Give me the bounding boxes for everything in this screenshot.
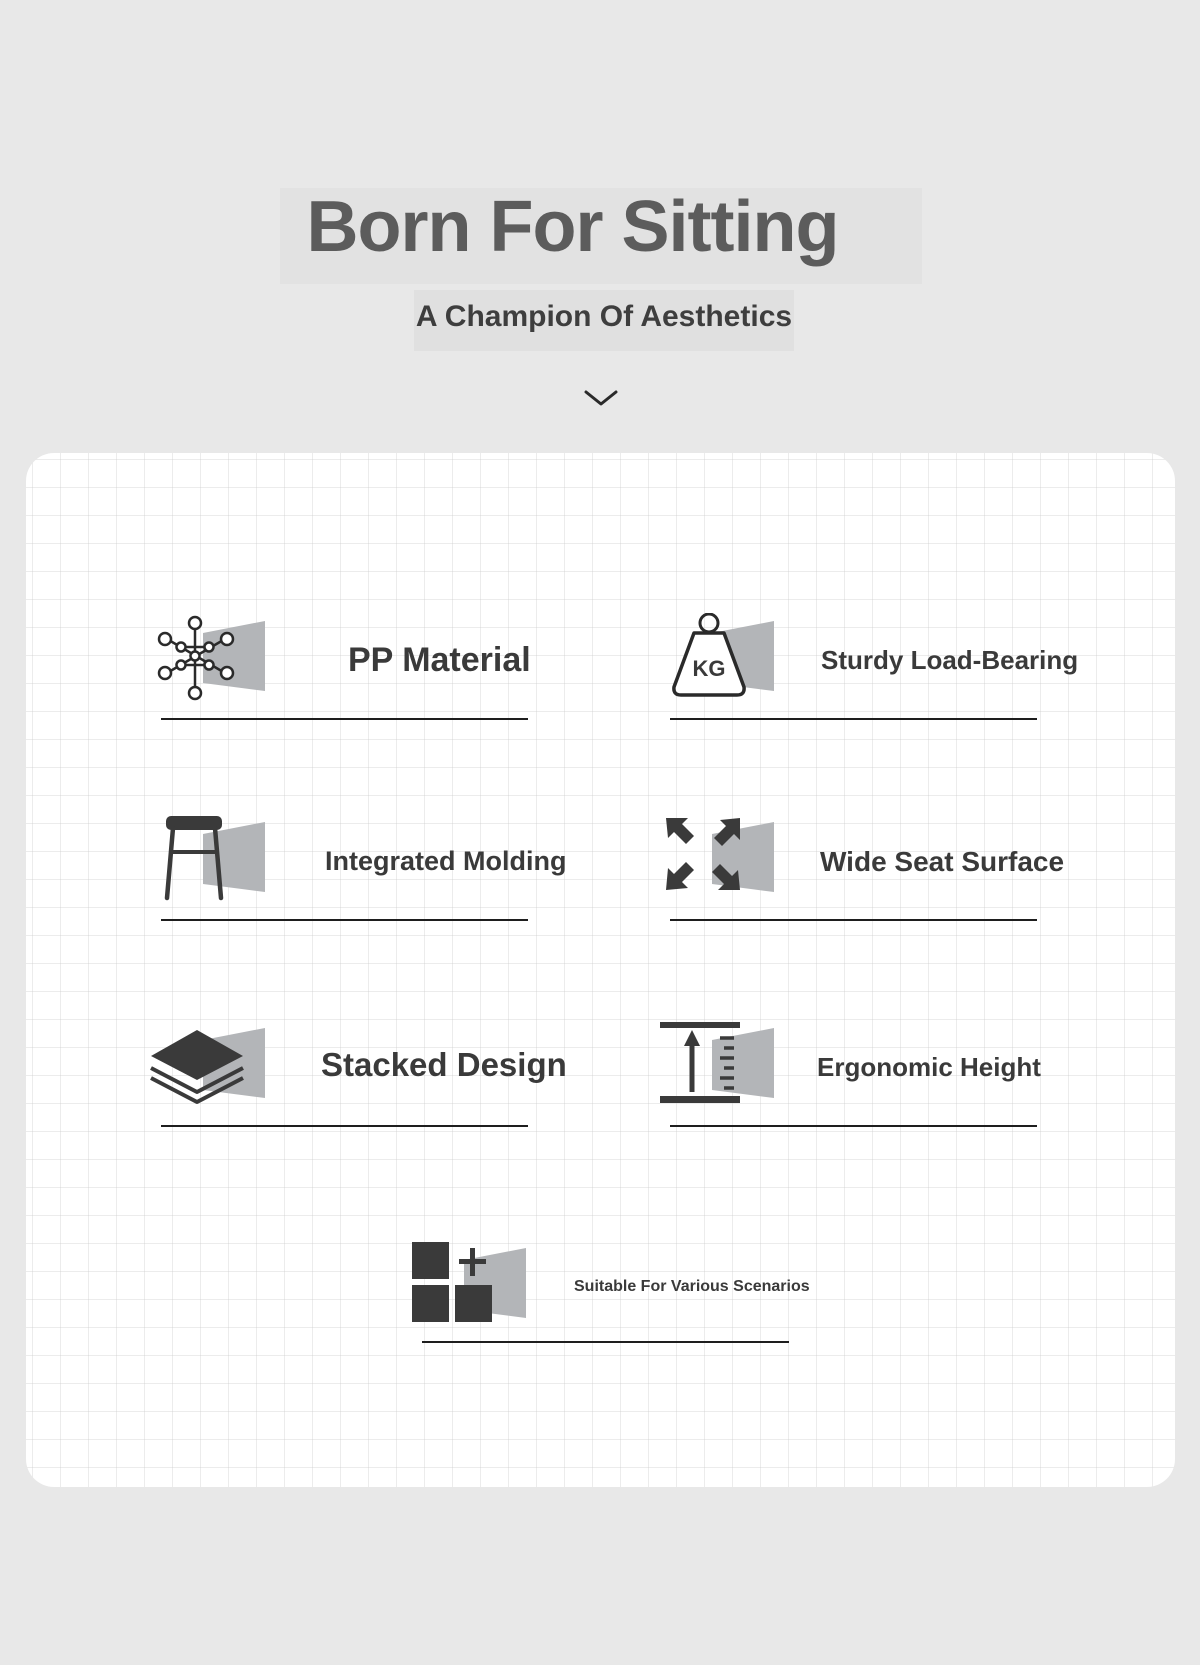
feature-label: Wide Seat Surface bbox=[820, 846, 1065, 877]
underline bbox=[161, 718, 528, 720]
underline bbox=[422, 1341, 789, 1343]
kg-text: KG bbox=[692, 656, 726, 681]
blocks-plus-icon bbox=[410, 1240, 500, 1330]
feature-label: Suitable For Various Scenarios bbox=[574, 1278, 810, 1295]
feature-label: Ergonomic Height bbox=[817, 1052, 1041, 1082]
feature-label: Integrated Molding bbox=[325, 846, 567, 876]
feature-stacked-design bbox=[155, 1020, 567, 1130]
stacked-layers-icon bbox=[147, 1020, 247, 1110]
feature-label: PP Material bbox=[348, 641, 531, 679]
feature-wide-seat-surface bbox=[664, 814, 1065, 924]
page-subtitle: A Champion Of Aesthetics bbox=[415, 300, 793, 333]
features-card bbox=[26, 453, 1175, 1487]
underline bbox=[161, 1125, 528, 1127]
feature-sturdy-load-bearing bbox=[664, 613, 1079, 723]
feature-label: Sturdy Load-Bearing bbox=[821, 645, 1079, 675]
feature-integrated-molding bbox=[155, 814, 567, 924]
expand-arrows-icon bbox=[664, 814, 754, 904]
chevron-down-icon[interactable] bbox=[584, 388, 618, 410]
feature-label: Stacked Design bbox=[321, 1046, 567, 1083]
underline bbox=[161, 919, 528, 921]
height-ruler-icon bbox=[658, 1020, 748, 1110]
stool-icon bbox=[155, 814, 245, 904]
underline bbox=[670, 919, 1037, 921]
feature-various-scenarios bbox=[416, 1240, 810, 1350]
weight-kg-icon bbox=[664, 613, 754, 703]
feature-pp-material bbox=[155, 613, 531, 723]
underline bbox=[670, 718, 1037, 720]
underline bbox=[670, 1125, 1037, 1127]
page-title: Born For Sitting bbox=[306, 187, 839, 267]
molecule-icon bbox=[155, 613, 245, 703]
feature-ergonomic-height bbox=[664, 1020, 1041, 1130]
